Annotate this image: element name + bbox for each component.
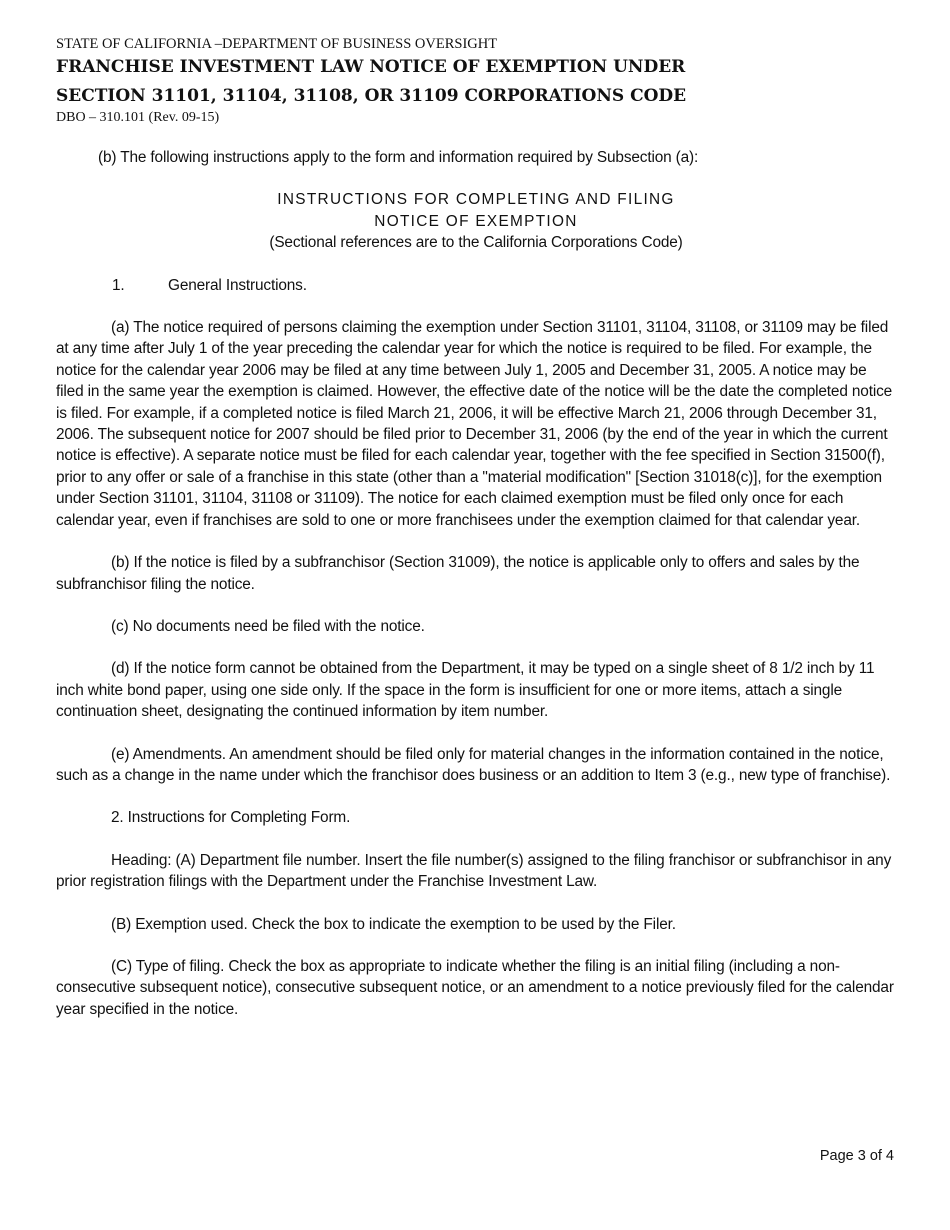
page-number: Page 3 of 4 bbox=[819, 1148, 894, 1164]
paragraph-2-heading-b: (B) Exemption used. Check the box to indicate the exemption to be used by the Filer. bbox=[111, 915, 676, 933]
intro-text: (b) The following instructions apply to the form and information required by Subsection (a): bbox=[98, 149, 699, 166]
paragraph-2-heading-a: Heading: (A) Department file number. Insert the file number(s) assigned to the filing franchisor or subfranchisor in any prior registration filings with the Department under the Franchise Investment Law. bbox=[56, 851, 892, 891]
section-1-number: 1. bbox=[112, 276, 125, 294]
agency-line: STATE OF CALIFORNIA –DEPARTMENT OF BUSINESS OVERSIGHT bbox=[56, 36, 498, 52]
document-body bbox=[56, 147, 896, 1020]
paragraph-1b: (b) If the notice is filed by a subfranchisor (Section 31009), the notice is applicable only to offers and sales by the subfranchisor filing the notice. bbox=[56, 554, 860, 593]
form-title-line-1: FRANCHISE INVESTMENT LAW NOTICE OF EXEMPTION UNDER bbox=[56, 57, 686, 77]
instructions-heading-line-1: INSTRUCTIONS FOR COMPLETING AND FILING bbox=[277, 191, 675, 209]
paragraph-1a: (a) The notice required of persons claiming the exemption under Section 31101, 31104, 31108, or 31109 may be filed at any time after July 1 of the year preceding the calendar year for which the notice is required to be filed. For example, the notice for the calendar year 2006 may be filed at any time between July 1, 2005 and December 31, 2005. A notice may be filed in the same year the exemption is claimed. However, the effective date of the notice will be the date the completed notice is filed. For example, if a completed notice is filed March 21, 2006, it will be effective March 21, 2006 through December 31, 2006. The subsequent notice for 2007 should be filed prior to December 31, 2006 (by the end of the year in which the current notice is effective). A separate notice must be filed for each calendar year, together with the fee specified in Section 31500(f), prior to any offer or sale of a franchise in this state (other than a "material modification" [Section 31018(c)], for the exemption under Section 31101, 31104, 31108 or 31109). The notice for each claimed exemption must be filed only once for each calendar year, even if franchises are sold to one or more franchisees under the exemption claimed for that calendar year. bbox=[56, 319, 893, 529]
paragraph-1c: (c) No documents need be filed with the notice. bbox=[111, 617, 425, 635]
instructions-heading-reference: (Sectional references are to the California Corporations Code) bbox=[269, 234, 683, 252]
instructions-heading bbox=[56, 189, 896, 253]
section-2-heading: 2. Instructions for Completing Form. bbox=[111, 809, 351, 827]
form-number: DBO – 310.101 (Rev. 09-15) bbox=[56, 110, 220, 125]
instructions-heading-line-2: NOTICE OF EXEMPTION bbox=[374, 212, 578, 230]
paragraph-2-heading-c: (C) Type of filing. Check the box as appropriate to indicate whether the filing is an initial filing (including a non-consecutive subsequent notice), consecutive subsequent notice, or an amendment to a notice previously filed for the calendar year specified in the notice. bbox=[56, 957, 894, 1018]
document-page bbox=[56, 35, 896, 1020]
form-title-line-2: SECTION 31101, 31104, 31108, OR 31109 CORPORATIONS CODE bbox=[56, 86, 687, 106]
section-1-title: General Instructions. bbox=[168, 276, 307, 294]
paragraph-1d: (d) If the notice form cannot be obtained from the Department, it may be typed on a single sheet of 8 1/2 inch by 11 inch white bond paper, using one side only. If the space in the form is insufficient for one or more items, attach a single continuation sheet, designating the continued information by item number. bbox=[56, 660, 875, 721]
paragraph-1e: (e) Amendments. An amendment should be filed only for material changes in the information contained in the notice, such as a change in the name under which the franchisor does business or an addition to Item 3 (e.g., new type of franchise). bbox=[56, 745, 891, 784]
section-1-heading bbox=[56, 275, 896, 296]
